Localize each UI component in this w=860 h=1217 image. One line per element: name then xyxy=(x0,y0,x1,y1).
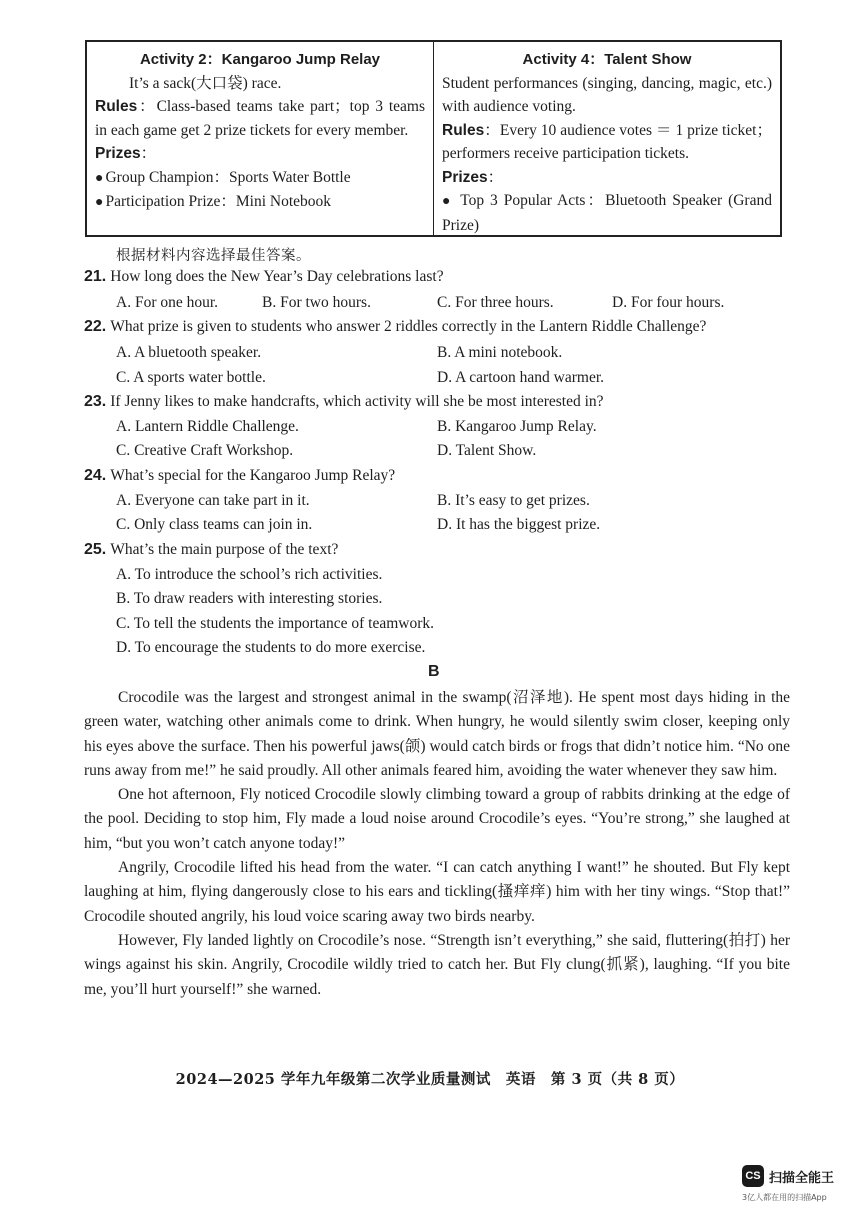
question-number: 23. xyxy=(84,393,107,410)
option-21-a: A. For one hour. xyxy=(116,294,219,311)
activity-2-rules xyxy=(95,95,425,142)
instruction: 根据材料内容选择最佳答案。 xyxy=(116,248,311,264)
activity-2-prizes-label: Prizes xyxy=(95,145,141,162)
page-footer: 2024—2025 学年九年级第二次学业质量测试 英语 第 3 页（共 8 页） xyxy=(175,1071,685,1088)
activity-2-prize-2 xyxy=(95,190,425,215)
bullet-icon: ● xyxy=(442,194,453,209)
scanner-watermark xyxy=(742,1165,834,1187)
option-21-c: C. For three hours. xyxy=(437,294,554,311)
question-text: How long does the New Year’s Day celebrations last? xyxy=(110,268,444,285)
question-number: 22. xyxy=(84,318,107,335)
passage-paragraph: Angrily, Crocodile lifted his head from the water. “I can catch anything I want!” he shouted. But Fly kept laughing at him, flying dangerously close to his ears and tickling(搔痒痒) him with her tiny wings. “Stop that!” Crocodile shouted angrily, his loud voice scaring away two birds nearby. xyxy=(84,859,790,925)
question-23 xyxy=(84,393,604,411)
activity-4-cell xyxy=(433,42,780,235)
question-text: What’s the main purpose of the text? xyxy=(110,541,339,558)
activity-2-prize-1-text: Group Champion：Sports Water Bottle xyxy=(105,168,351,186)
question-21 xyxy=(84,268,444,286)
section-heading-b: B xyxy=(428,663,440,680)
activity-4-title: Activity 4：Talent Show xyxy=(522,51,692,68)
activity-2-rules-text: ：Class-based teams take part；top 3 teams in each game get 2 prize tickets for every member. xyxy=(95,98,425,139)
option-24-a: A. Everyone can take part in it. xyxy=(116,492,310,509)
question-22 xyxy=(84,318,706,336)
activity-2-prize-2-text: Participation Prize：Mini Notebook xyxy=(105,193,332,210)
option-23-c: C. Creative Craft Workshop. xyxy=(116,442,294,459)
activity-4-prizes-heading xyxy=(442,166,772,190)
passage-paragraph: However, Fly landed lightly on Crocodile’s nose. “Strength isn’t everything,” she said, fluttering(拍打) her wings against his skin. Angrily, Crocodile wildly tried to catch her. But Fly clung(抓紧), laughing. “If you bite me, you’ll hurt yourself!” she warned. xyxy=(84,931,790,998)
question-text: What’s special for the Kangaroo Jump Relay? xyxy=(110,467,396,484)
option-22-a: A. A bluetooth speaker. xyxy=(116,344,262,361)
activity-2-rules-label: Rules xyxy=(95,98,138,115)
question-text: If Jenny likes to make handcrafts, which activity will she be most interested in? xyxy=(110,393,604,410)
question-number: 24. xyxy=(84,467,107,484)
activity-2-intro: It’s a sack(大口袋) race. xyxy=(129,74,282,92)
activity-4-prizes-label: Prizes xyxy=(442,168,488,186)
passage-paragraph: One hot afternoon, Fly noticed Crocodile slowly climbing toward a group of rabbits drinking at the edge of the pool. Deciding to stop him, Fly made a loud noise around Crocodile’s eyes. “You’re strong,” she laughed at him, “but you won’t catch anyone today!” xyxy=(84,786,790,852)
option-25-d: D. To encourage the students to do more exercise. xyxy=(116,639,426,656)
bullet-icon: ● xyxy=(95,170,104,186)
activity-4-rules xyxy=(442,119,772,166)
watermark-app-name: 扫描全能王 xyxy=(769,1170,835,1186)
activity-2-prizes-heading xyxy=(95,142,425,166)
camscanner-logo-icon: CS xyxy=(742,1165,764,1187)
bullet-icon: ● xyxy=(95,195,104,210)
activity-4-prize-1 xyxy=(442,189,772,237)
option-25-b: B. To draw readers with interesting stories. xyxy=(116,590,383,607)
option-21-b: B. For two hours. xyxy=(262,294,371,311)
question-25 xyxy=(84,541,338,559)
activity-4-prizes-colon: ： xyxy=(487,168,504,186)
option-25-c: C. To tell the students the importance of teamwork. xyxy=(116,615,435,632)
reading-passage xyxy=(84,686,790,1002)
activity-4-rules-text: ：Every 10 audience votes ＝ 1 prize ticket；performers receive participation tickets. xyxy=(442,121,772,162)
option-24-c: C. Only class teams can join in. xyxy=(116,516,313,533)
activity-2-cell xyxy=(87,42,433,235)
option-24-b: B. It’s easy to get prizes. xyxy=(437,492,590,509)
question-number: 25. xyxy=(84,541,107,558)
activity-4-rules-label: Rules xyxy=(442,121,485,139)
watermark-tagline: 3亿人都在用的扫描App xyxy=(742,1193,827,1202)
option-22-b: B. A mini notebook. xyxy=(437,344,563,361)
question-number: 21. xyxy=(84,268,107,285)
activity-2-title: Activity 2：Kangaroo Jump Relay xyxy=(139,51,381,68)
option-23-d: D. Talent Show. xyxy=(437,442,537,459)
activity-table xyxy=(85,40,782,237)
activity-2-prize-1 xyxy=(95,166,425,191)
question-text: What prize is given to students who answer 2 riddles correctly in the Lantern Riddle Challenge? xyxy=(110,318,707,335)
option-24-d: D. It has the biggest prize. xyxy=(437,516,601,533)
question-24 xyxy=(84,467,395,485)
option-25-a: A. To introduce the school’s rich activities. xyxy=(116,566,383,583)
option-23-b: B. Kangaroo Jump Relay. xyxy=(437,418,597,435)
activity-4-prize-1-text: Top 3 Popular Acts：Bluetooth Speaker (Grand Prize) xyxy=(442,192,772,234)
option-21-d: D. For four hours. xyxy=(612,294,725,311)
option-23-a: A. Lantern Riddle Challenge. xyxy=(116,418,299,435)
passage-paragraph: Crocodile was the largest and strongest animal in the swamp(沼泽地). He spent most days hiding in the green water, watching other animals come to drink. When hungry, he would silently swim closer, keeping only his eyes above the surface. Then his powerful jaws(颌) would catch birds or frogs that didn’t notice him. “No one runs away from me!” he said proudly. All other animals feared him, avoiding the water whenever they saw him. xyxy=(84,689,790,779)
option-22-c: C. A sports water bottle. xyxy=(116,369,266,386)
activity-2-prizes-colon: ： xyxy=(140,145,157,162)
option-22-d: D. A cartoon hand warmer. xyxy=(437,369,605,386)
activity-4-intro: Student performances (singing, dancing, magic, etc.) with audience voting. xyxy=(442,74,772,115)
